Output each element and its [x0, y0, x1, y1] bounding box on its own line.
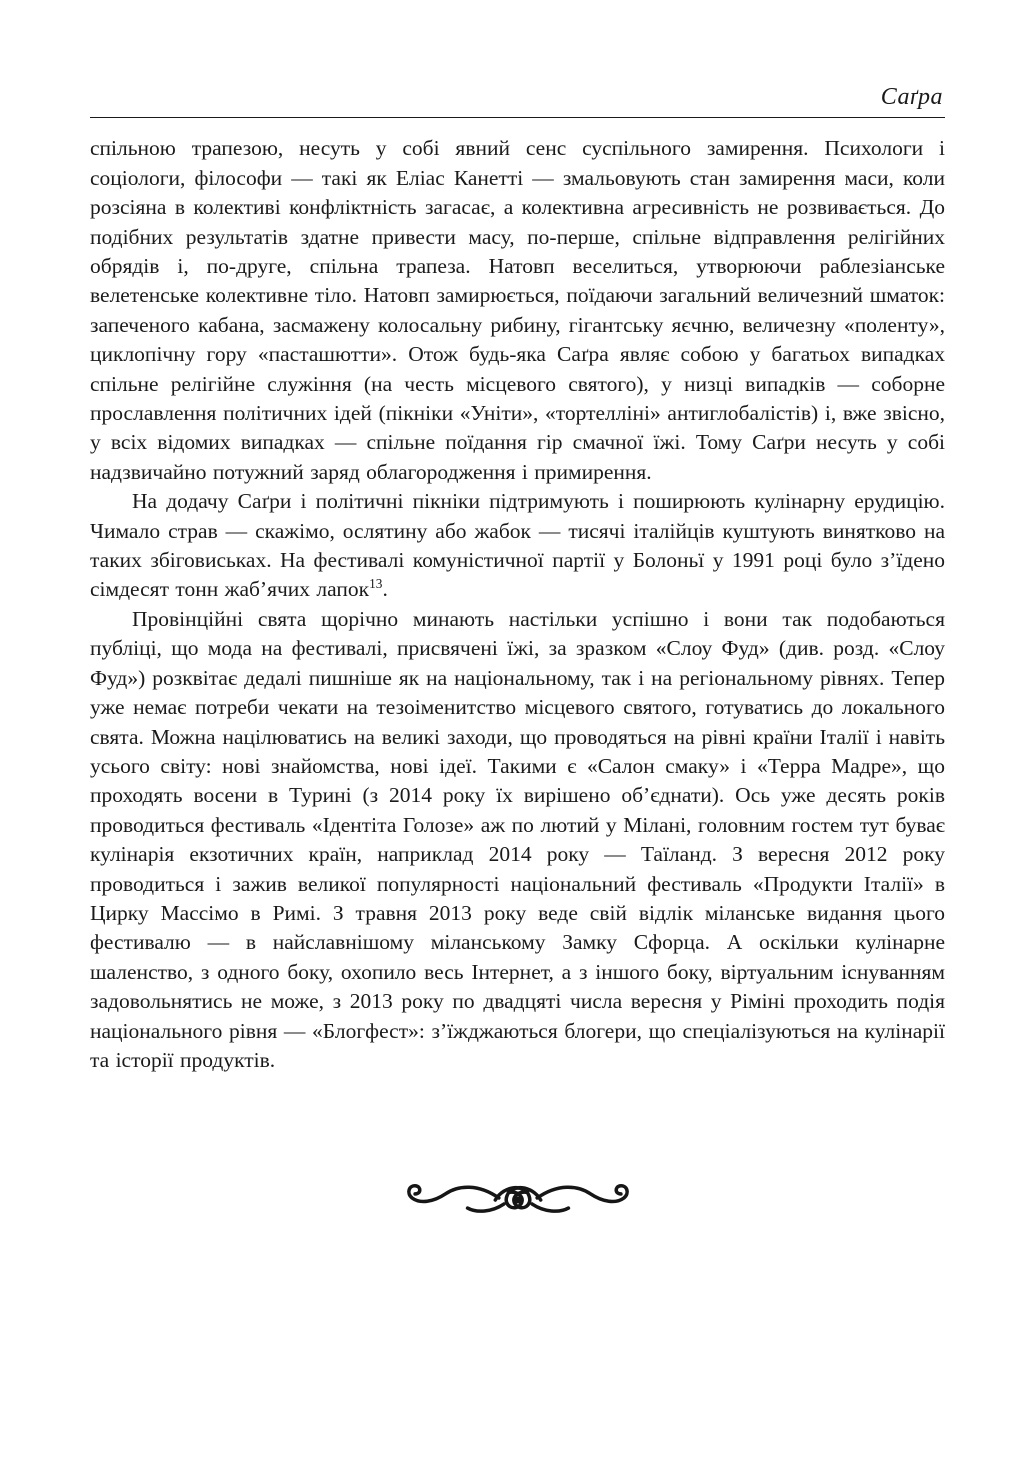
footnote-marker: 13 [369, 576, 383, 592]
header-rule [90, 117, 945, 118]
body-paragraph [90, 134, 945, 487]
paragraph-text: Провінційні свята щорічно минають настільки успішно і вони так подобаються публіці, що мода на фестивалі, присвячені їжі, за зразком «Слоу Фуд» (див. розд. «Слоу Фуд») розквітає дедалі пишніше як на національному, так і на регіональному рівнях. Тепер уже немає потреби чекати на тезоіменитство місцевого святого, готуватись до локального свята. Можна націлюватись на великі заходи, що проводяться на рівні країни Італії і навіть усього світу: нові знайомства, нові ідеї. Такими є «Салон смаку» і «Терра Мадре», що проходять восени в Турині (з 2014 року їх вирішено об’єднати). Ось уже десять років проводиться фестиваль «Ідентіта Голозе» аж по лютий у Мілані, головним гостем тут буває кулінарія екзотичних країн, наприклад 2014 року — Таїланд. З вересня 2012 року проводиться і зажив великої популярності національний фестиваль «Продукти Італії» в Цирку Массімо в Римі. З травня 2013 року веде свій відлік міланське видання цього фестивалю — в найславнішому міланському Замку Сфорца. А оскільки кулінарне шаленство, з одного боку, охопило весь Інтернет, а з іншого боку, віртуальним існуванням задовольнятись не може, з 2013 року по двадцяті числа вересня у Ріміні проходить подія національного рівня — «Блогфест»: з’їжджаються блогери, що спеціалізуються на кулінарії та історії продуктів. [90, 606, 945, 1072]
end-ornament [90, 1171, 945, 1234]
body-text [90, 134, 945, 1075]
body-paragraph [90, 487, 945, 605]
paragraph-text: На додачу Саґри і політичні пікніки підтримують і поширюють кулінарну ерудицію. Чимало страв — скажімо, ослятину або жабок — тисячі італійців куштують винятково на таких збіговиськах. На фестивалі комуністичної партії у Болоньї у 1991 році було з’їдено сімдесят тонн жаб’ячих лапок [90, 489, 945, 602]
running-head-title: Саґра [880, 84, 943, 110]
body-paragraph [90, 605, 945, 1076]
page-header [90, 84, 945, 118]
flourish-divider-icon [402, 1171, 634, 1229]
paragraph-text: спільною трапезою, несуть у собі явний сенс суспільного замирення. Психологи і соціологи, філософи — такі як Еліас Канетті — змальовують стан замирення маси, коли розсіяна в колективі конфліктність загасає, а колективна агресивність не розвивається. До подібних результатів здатне привести масу, по-перше, спільне відправлення релігійних обрядів і, по-друге, спільна трапеза. Натовп веселиться, утворюючи раблезіанське велетенське колективне тіло. Натовп замирюється, поїдаючи загальний величезний шматок: запеченого кабана, засмажену колосальну рибину, гігантську яєчню, величезну «поленту», циклопічну гору «пасташютти». Отож будь-яка Саґра являє собою у багатьох випадках спільне релігійне служіння (на честь місцевого святого), у низці випадків — соборне прославлення політичних ідей (пікніки «Уніти», «тортелліні» антиглобалістів) і, вже звісно, у всіх відомих випадках — спільне поїдання гір смачної їжі. Тому Саґри несуть у собі надзвичайно потужний заряд облагородження і примирення. [90, 136, 945, 484]
paragraph-text: . [382, 577, 388, 602]
